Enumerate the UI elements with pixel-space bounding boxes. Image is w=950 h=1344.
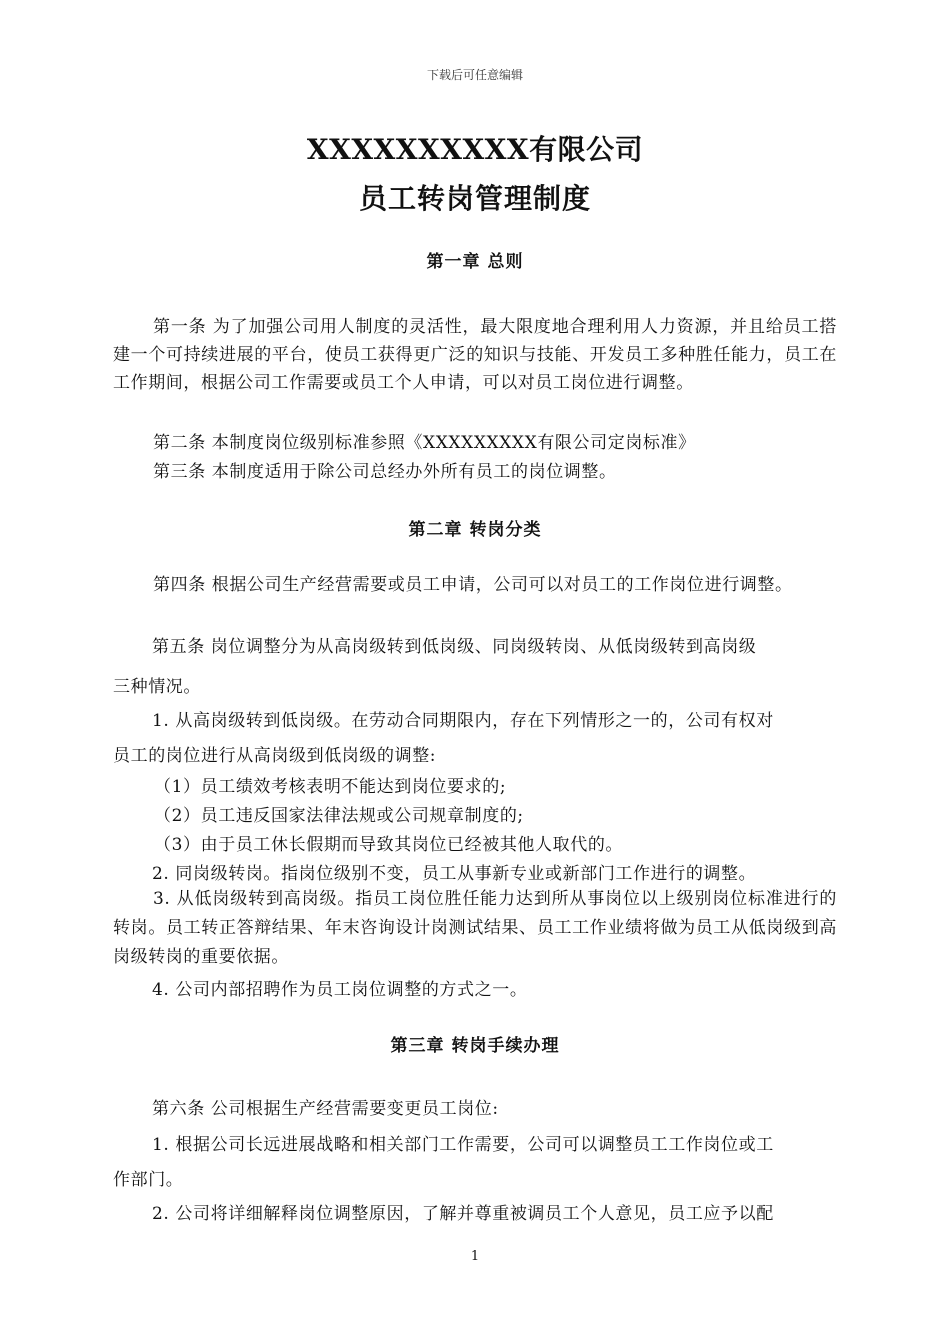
header-note: 下载后可任意编辑 bbox=[426, 68, 523, 82]
item-1-line-1: 1. 从高岗级转到低岗级。在劳动合同期限内，存在下列情形之一的，公司有权对 bbox=[152, 711, 774, 731]
article-2: 第二条 本制度岗位级别标准参照《XXXXXXXXX有限公司定岗标准》 bbox=[153, 433, 696, 453]
article-6-item-1-line-1: 1. 根据公司长远进展战略和相关部门工作需要，公司可以调整员工工作岗位或工 bbox=[152, 1135, 774, 1155]
item-3: 3. 从低岗级转到高岗级。指员工岗位胜任能力达到所从事岗位以上级别岗位标准进行的转岗。员工转正答辩结果、年末咨询设计岗测试结果、员工工作业绩将做为员工从低岗级到高岗级转岗的重要依据。 bbox=[113, 889, 837, 967]
article-5-line-2: 三种情况。 bbox=[113, 677, 201, 697]
article-1: 第一条 为了加强公司用人制度的灵活性，最大限度地合理利用人力资源，并且给员工搭建一个可持续进展的平台，使员工获得更广泛的知识与技能、开发员工多种胜任能力，员工在工作期间，根据公司工作需要或员工个人申请，可以对员工岗位进行调整。 bbox=[113, 317, 837, 393]
item-1-line-2: 员工的岗位进行从高岗级到低岗级的调整: bbox=[113, 746, 437, 766]
item-2: 2. 同岗级转岗。指岗位级别不变，员工从事新专业或新部门工作进行的调整。 bbox=[152, 864, 757, 884]
article-4: 第四条 根据公司生产经营需要或员工申请，公司可以对员工的工作岗位进行调整。 bbox=[153, 575, 793, 595]
sub-item-3: （3）由于员工休长假期而导致其岗位已经被其他人取代的。 bbox=[154, 835, 624, 855]
chapter-heading-3: 第三章 转岗手续办理 bbox=[390, 1036, 560, 1056]
article-6: 第六条 公司根据生产经营需要变更员工岗位: bbox=[152, 1099, 499, 1119]
sub-item-2: （2）员工违反国家法律法规或公司规章制度的; bbox=[154, 806, 524, 826]
document-title: 员工转岗管理制度 bbox=[358, 182, 591, 215]
article-6-item-2: 2. 公司将详细解释岗位调整原因，了解并尊重被调员工个人意见，员工应予以配 bbox=[152, 1204, 774, 1224]
page-number: 1 bbox=[470, 1249, 480, 1264]
article-3: 第三条 本制度适用于除公司总经办外所有员工的岗位调整。 bbox=[153, 462, 617, 482]
sub-item-1: （1）员工绩效考核表明不能达到岗位要求的; bbox=[154, 777, 507, 797]
chapter-heading-1: 第一章 总则 bbox=[426, 252, 524, 272]
item-4: 4. 公司内部招聘作为员工岗位调整的方式之一。 bbox=[152, 980, 528, 1000]
article-6-item-1-line-2: 作部门。 bbox=[113, 1170, 184, 1190]
document-title-company: XXXXXXXXXX有限公司 bbox=[306, 133, 644, 166]
chapter-heading-2: 第二章 转岗分类 bbox=[408, 520, 542, 540]
article-5-line-1: 第五条 岗位调整分为从高岗级转到低岗级、同岗级转岗、从低岗级转到高岗级 bbox=[152, 637, 757, 657]
